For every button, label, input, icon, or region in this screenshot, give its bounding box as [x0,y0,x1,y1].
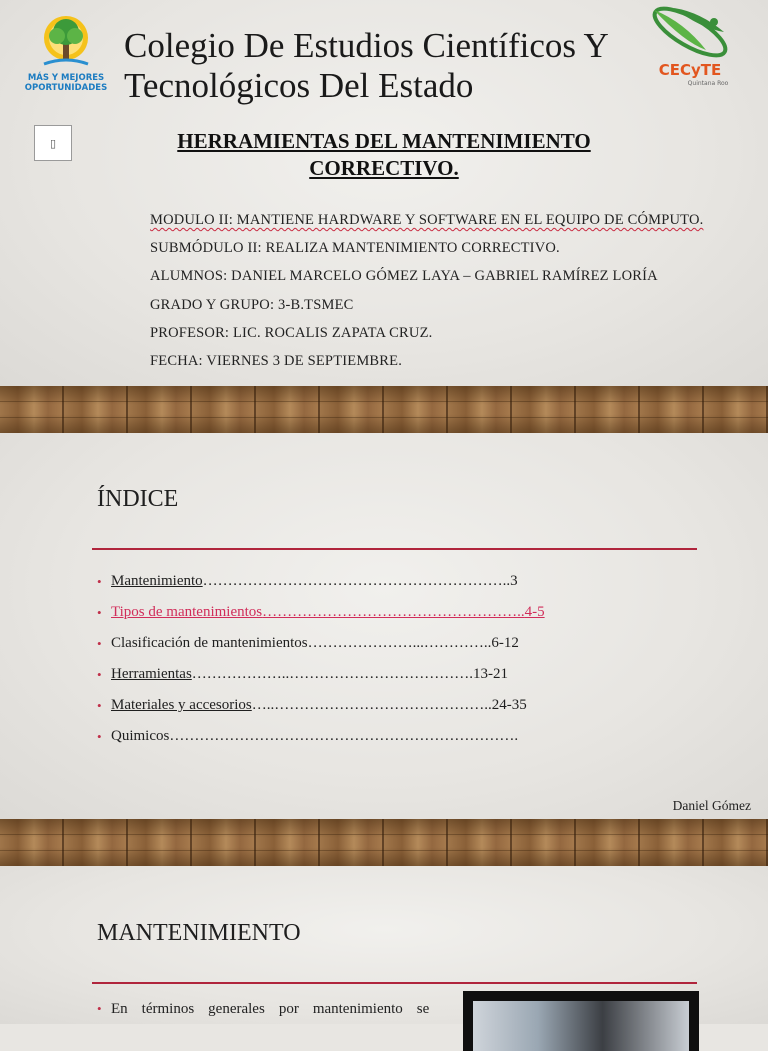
detail-profesor: PROFESOR: LIC. ROCALIS ZAPATA CRUZ. [150,324,433,341]
bullet-icon: • [97,697,102,713]
index-dots: …………………...………….. [307,635,492,651]
svg-text:CECyTE: CECyTE [658,61,722,79]
maintenance-photo [463,991,699,1051]
svg-text:Quintana Roo: Quintana Roo [687,80,729,87]
index-dots: …………………………………………….. [262,604,525,620]
index-item-tipos [97,597,545,628]
index-page: 3 [510,573,518,589]
detail-alumnos: ALUMNOS: DANIEL MARCELO GÓMEZ LAYA – GABRIEL RAMÍREZ LORÍA [150,268,658,285]
index-item-herramientas [97,659,545,690]
index-label-clasificacion: Clasificación de mantenimientos [111,635,308,651]
heading-divider [92,982,697,984]
cecyte-logo [644,2,736,88]
heading-divider [92,548,697,550]
slide-title [0,0,768,386]
photo-content [473,1001,689,1051]
index-label-quimicos: Quimicos [111,728,170,744]
index-page: 4-5 [524,604,545,620]
detail-modulo: MODULO II: MANTIENE HARDWARE Y SOFTWARE EN EL EQUIPO DE CÓMPUTO. [150,212,704,228]
index-list [97,566,545,752]
body-word: términos [141,1001,195,1017]
index-link-mantenimiento[interactable]: Mantenimiento [111,573,203,589]
title-line-2: Tecnológicos Del Estado [124,66,474,105]
bullet-icon: • [97,573,102,589]
index-dots: …..…………………………………….. [251,697,492,713]
body-word: mantenimiento [312,1001,403,1017]
page-title [124,26,609,106]
body-word: En [111,1001,128,1017]
detail-fecha: FECHA: VIERNES 3 DE SEPTIEMBRE. [150,353,403,370]
index-item-mantenimiento [97,566,545,597]
index-heading: ÍNDICE [97,486,179,512]
wood-floor-divider [0,819,768,866]
bullet-icon: • [97,635,102,651]
svg-text:MÁS Y MEJORES: MÁS Y MEJORES [27,73,105,83]
presentation-details [150,206,703,375]
index-dots: ………………..………………………………. [191,666,474,682]
index-dots: …………………………………………………….. [202,573,511,589]
body-word: por [278,1001,299,1017]
broken-image-icon: ▯ [34,125,72,161]
index-item-clasificacion [97,628,545,659]
index-link-tipos[interactable]: Tipos de mantenimientos [111,604,263,620]
body-word: se [416,1001,430,1017]
presentation-subtitle [150,128,618,182]
index-page: 6-12 [491,635,519,651]
slide-footer-author: Daniel Gómez [672,798,751,813]
index-page: 24-35 [491,697,527,713]
mas-y-mejores-oportunidades-logo [22,14,110,94]
index-dots: ……………………………………………………………. [169,728,519,744]
index-item-quimicos [97,721,545,752]
body-word: generales [208,1001,265,1017]
index-page: 13-21 [473,666,509,682]
bullet-icon: • [97,604,102,620]
detail-submodulo: SUBMÓDULO II: REALIZA MANTENIMIENTO CORRECTIVO. [150,240,560,257]
bullet-icon: • [97,1001,102,1016]
index-link-materiales[interactable]: Materiales y accesorios [111,697,252,713]
index-link-herramientas[interactable]: Herramientas [111,666,192,682]
wood-floor-divider [0,386,768,433]
svg-text:OPORTUNIDADES: OPORTUNIDADES [24,83,108,93]
mantenimiento-body [97,1001,429,1018]
title-line-1: Colegio De Estudios Científicos Y [124,26,609,65]
bullet-icon: • [97,728,102,744]
detail-grado-grupo: GRADO Y GRUPO: 3-B.TSMEC [150,296,354,313]
subtitle-line-1: HERRAMIENTAS DEL MANTENIMIENTO [177,129,591,153]
bullet-icon: • [97,666,102,682]
subtitle-line-2: CORRECTIVO. [309,156,459,180]
index-item-materiales [97,690,545,721]
mantenimiento-heading: MANTENIMIENTO [97,920,301,946]
